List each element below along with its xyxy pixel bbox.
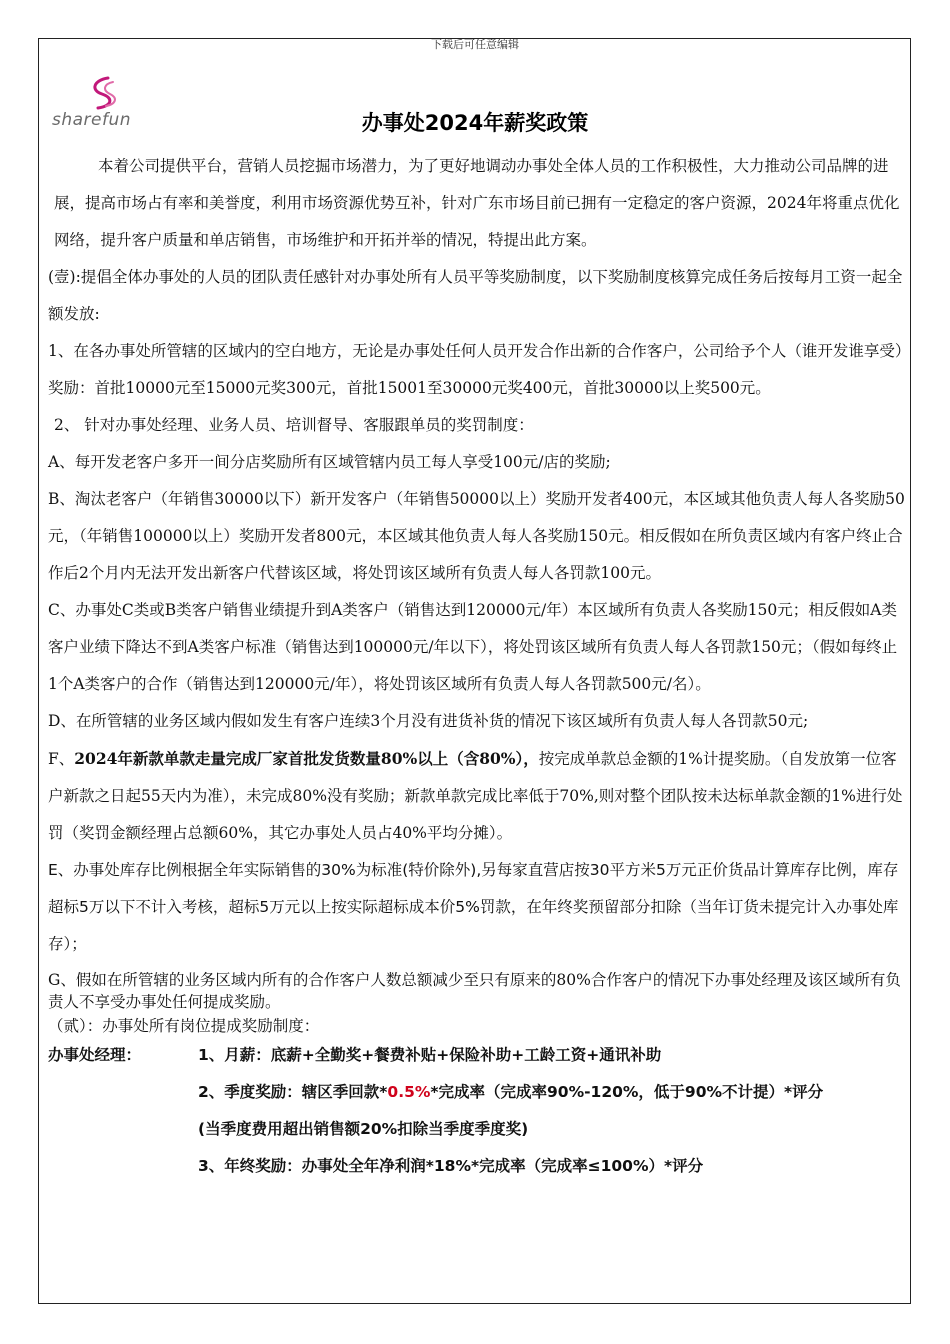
manager-salary: 1、月薪：底薪+全勤奖+餐费补贴+保险补助+工龄工资+通讯补助 [198,1046,662,1064]
rule-item-g: G、假如在所管辖的业务区域内所有的合作客户人数总额减少至只有原来的80%合作客户的情况下办事处经理及该区域所有负责人不享受办事处任何提成奖励。 [48,971,901,1011]
intro-paragraph: 本着公司提供平台，营销人员挖掘市场潜力，为了更好地调动办事处全体人员的工作积极性，大力推动公司品牌的进展，提高市场占有率和美誉度，利用市场资源优势互补，针对广东市场目前已拥有一定稳定的客户资源，2024年将重点优化网络，提升客户质量和单店销售，市场维护和开拓并举的情况，特提出此方案。 [54,157,900,249]
quarter-rate: 0.5% [387,1083,431,1101]
rule-item-1: 1、在各办事处所管辖的区域内的空白地方，无论是办事处任何人员开发合作出新的合作客户，公司给予个人（谁开发谁享受）奖励：首批10000元至15000元奖300元，首批15001至30000元奖400元，首批30000以上奖500元。 [48,342,903,397]
manager-label: 办事处经理： [48,1046,142,1064]
rule-item-c: C、办事处C类或B类客户销售业绩提升到A类客户（销售达到120000元/年）本区域所有负责人各奖励150元；相反假如A类客户业绩下降达不到A类客户标准（销售达到100000元/年以下），将处罚该区域所有负责人每人各罚款150元；（假如每终止1个A类客户的合作（销售达到120000元/年），将处罚该区域所有负责人每人各罚款500元/名）。 [48,601,898,693]
page-title: 办事处2024年薪奖政策 [361,111,589,135]
rule-item-b: B、淘汰老客户（年销售30000以下）新开发客户（年销售50000以上）奖励开发者400元，本区域其他负责人每人各奖励50元，（年销售100000以上）奖励开发者800元，本区域其他负责人每人各奖励150元。相反假如在所负责区域内有客户终止合作后2个月内无法开发出新客户代替该区域，将处罚该区域所有负责人每人各罚款100元。 [48,490,905,582]
rule-item-e: E、办事处库存比例根据全年实际销售的30%为标准(特价除外),另每家直营店按30平方米5万元正价货品计算库存比例，库存超标5万以下不计入考核，超标5万元以上按实际超标成本价5%罚款，在年终奖预留部分扣除（当年订货未提完计入办事处库存）； [48,861,899,953]
rule-item-2: 2、 针对办事处经理、业务人员、培训督导、客服跟单员的奖罚制度： [54,416,534,434]
section-2-heading: （贰）：办事处所有岗位提成奖励制度： [48,1017,320,1035]
rule-item-f-bold: 2024年新款单款走量完成厂家首批发货数量80%以上（含80%）， [74,749,539,768]
manager-quarter-bonus [198,1074,906,1111]
rule-item-a: A、每开发老客户多开一间分店奖励所有区域管辖内员工每人享受100元/店的奖励; [48,453,611,471]
rule-item-f-rest: 按完成单款总金额的1%计提奖励。（自发放第一位客户新款之日起55天内为准），未完成80%没有奖励；新款单款完成比率低于70%,则对整个团队按未达标单款金额的1%进行处罚（奖罚金额经理占总额60%，其它办事处人员占40%平均分摊）。 [48,750,903,842]
quarter-bonus-b: *完成率（完成率90%-120%，低于90%不计提）*评分 [430,1083,824,1101]
document-body [48,148,906,1185]
header-note: 下载后可任意编辑 [431,38,519,51]
rule-item-f-prefix: F、 [48,750,75,768]
quarter-bonus-a: 2、季度奖励：辖区季回款* [198,1083,388,1101]
section-1-heading: (壹):提倡全体办事处的人员的团队责任感针对办事处所有人员平等奖励制度，以下奖励制度核算完成任务后按每月工资一起全额发放: [48,268,903,323]
rule-item-f [48,740,906,852]
rule-item-d: D、在所管辖的业务区域内假如发生有客户连续3个月没有进货补货的情况下该区域所有负责人每人各罚款50元; [48,712,809,730]
quarter-bonus-note: (当季度费用超出销售额20%扣除当季度季度奖) [198,1120,529,1138]
logo-wordmark: sharefun [52,110,132,130]
manager-compensation [48,1037,906,1185]
manager-items [198,1037,906,1185]
manager-annual-bonus: 3、年终奖励：办事处全年净利润*18%*完成率（完成率≤100%）*评分 [198,1157,704,1175]
